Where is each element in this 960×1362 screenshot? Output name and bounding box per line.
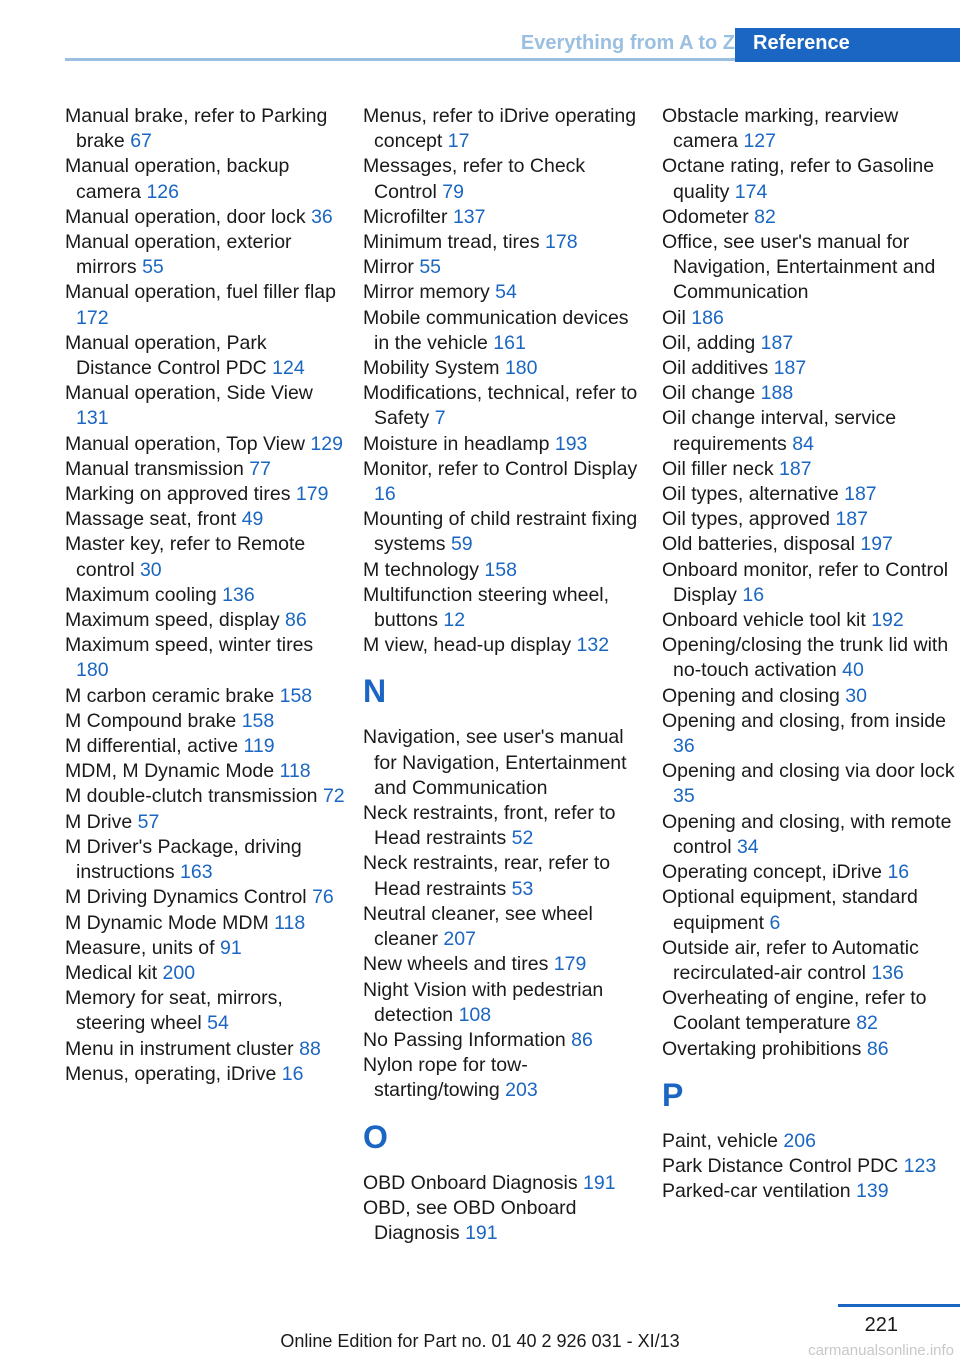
index-entry — [65, 633, 345, 683]
index-entry — [65, 381, 345, 431]
page-link[interactable]: 6 — [769, 911, 781, 934]
index-entry — [662, 306, 957, 331]
index-entry — [662, 154, 957, 204]
page-link[interactable]: 86 — [571, 1028, 593, 1051]
page-link[interactable]: 191 — [465, 1221, 498, 1244]
index-entry-text: Manual operation, Side View — [65, 382, 313, 405]
page-link[interactable]: 188 — [760, 382, 794, 405]
index-entry-text: Mobile communication devices in the vehicle — [363, 306, 629, 354]
index-entry-text: Oil — [662, 306, 686, 329]
page-link[interactable]: 30 — [139, 558, 162, 581]
index-entry — [363, 306, 648, 356]
page-link[interactable]: 163 — [180, 861, 213, 884]
index-entry-text: Old batteries, disposal — [662, 533, 855, 556]
page-link[interactable]: 137 — [452, 205, 486, 228]
index-entry — [65, 885, 345, 910]
index-entry — [662, 633, 957, 683]
page-link[interactable]: 180 — [504, 357, 538, 380]
index-entry-text: Menu in instrument cluster — [65, 1037, 294, 1060]
page-link[interactable]: 127 — [743, 130, 776, 153]
index-entry — [65, 280, 345, 330]
index-entry — [65, 1062, 345, 1087]
index-entry — [662, 684, 957, 709]
page-link[interactable]: 126 — [146, 180, 179, 203]
page-link[interactable]: 187 — [760, 331, 794, 354]
page-link[interactable]: 79 — [442, 180, 464, 203]
page-link[interactable]: 139 — [856, 1180, 889, 1203]
index-entry — [363, 851, 648, 901]
index-entry-text: Night Vision with pedestrian detection — [363, 978, 604, 1026]
index-entry-text: Paint, vehicle — [662, 1129, 778, 1152]
page-link[interactable]: 16 — [887, 861, 910, 884]
index-entry — [662, 205, 957, 230]
index-entry — [65, 205, 345, 230]
index-entry — [65, 810, 345, 835]
index-entry-text: Oil types, approved — [662, 508, 831, 531]
page-link[interactable]: 118 — [279, 760, 311, 783]
index-entry — [662, 1037, 957, 1062]
page-link[interactable]: 82 — [754, 205, 776, 228]
index-entry-text: Office, see user's manual for Navigation, Entertainment and Communication — [662, 231, 936, 304]
index-entry-text: Manual operation, exterior mirrors — [65, 231, 292, 279]
index-entry-text: Navigation, see user's manual for Navigation, Entertainment and Communication — [363, 726, 627, 799]
page-link[interactable]: 30 — [845, 684, 867, 707]
index-entry-text: Microfilter — [363, 205, 448, 228]
index-entry — [363, 633, 648, 658]
index-entry — [662, 936, 957, 986]
index-entry — [662, 331, 957, 356]
index-entry — [65, 331, 345, 381]
index-entry-text: Opening and closing, from inside — [662, 709, 946, 732]
index-entry-text: Messages, refer to Check Control — [363, 155, 586, 203]
index-entry — [65, 432, 345, 457]
page-link[interactable]: 186 — [691, 306, 724, 329]
page-link[interactable]: 52 — [511, 827, 534, 850]
index-entry-text: Moisture in headlamp — [363, 432, 550, 455]
index-entry — [662, 482, 957, 507]
page-link[interactable]: 180 — [76, 659, 109, 682]
index-entry — [662, 1154, 957, 1179]
page-link[interactable]: 131 — [76, 407, 109, 430]
index-entry — [662, 1129, 957, 1154]
page-link[interactable]: 187 — [835, 508, 868, 531]
index-entry — [363, 902, 648, 952]
index-entry — [65, 507, 345, 532]
index-entry — [65, 936, 345, 961]
page-link[interactable]: 129 — [310, 432, 343, 455]
page-link[interactable]: 36 — [311, 205, 333, 228]
index-column-1 — [65, 104, 345, 1087]
page-header — [0, 28, 960, 62]
index-entry — [65, 784, 345, 809]
index-entry-text: Overtaking prohibitions — [662, 1037, 862, 1060]
index-entry-text: Mirror memory — [363, 281, 490, 304]
page-link[interactable]: 178 — [545, 231, 578, 254]
page-link[interactable]: 124 — [272, 357, 305, 380]
index-entry — [65, 734, 345, 759]
index-entry — [662, 709, 957, 759]
page-link[interactable]: 207 — [443, 928, 476, 951]
page-link[interactable]: 136 — [222, 583, 255, 606]
page-link[interactable]: 136 — [871, 961, 904, 984]
page-link[interactable]: 119 — [243, 735, 275, 758]
index-entry — [65, 230, 345, 280]
index-entry-text: Overheating of engine, refer to Coolant temperature — [662, 987, 927, 1035]
index-entry — [662, 608, 957, 633]
index-entry — [662, 860, 957, 885]
index-entry-text: MDM, M Dynamic Mode — [65, 760, 275, 783]
index-entry-text: Opening and closing via door lock — [662, 760, 955, 783]
page-link[interactable]: 187 — [779, 457, 812, 480]
index-entry — [363, 154, 648, 204]
index-entry — [662, 457, 957, 482]
index-entry-text: Maximum cooling — [65, 583, 217, 606]
index-entry — [65, 104, 345, 154]
index-entry — [65, 709, 345, 734]
index-entry — [662, 810, 957, 860]
index-entry — [662, 532, 957, 557]
index-entry — [662, 986, 957, 1036]
section-title: Everything from A to Z — [520, 32, 735, 54]
index-entry-text: Opening and closing — [662, 684, 840, 707]
index-entry — [363, 457, 648, 507]
reference-tab: Reference — [735, 28, 960, 62]
index-entry-text: Master key, refer to Remote control — [65, 533, 306, 581]
index-letter-heading: P — [662, 1076, 684, 1113]
page-link[interactable]: 57 — [137, 810, 160, 833]
page-link[interactable]: 86 — [285, 609, 307, 632]
page-link[interactable]: 40 — [842, 659, 864, 682]
index-entry-text: Maximum speed, display — [65, 609, 280, 632]
index-entry-text: Oil, adding — [662, 331, 756, 354]
index-entry — [662, 381, 957, 406]
index-entry-text: M carbon ceramic brake — [65, 684, 275, 707]
index-letter-heading: N — [363, 673, 387, 710]
index-entry — [363, 356, 648, 381]
index-entry-text: Measure, units of — [65, 936, 215, 959]
index-entry-text: Parked-car ventilation — [662, 1180, 851, 1203]
index-entry — [662, 759, 957, 809]
page-link[interactable]: 55 — [142, 256, 164, 279]
index-entry-text: Park Distance Control PDC — [662, 1154, 899, 1177]
index-entry — [363, 725, 648, 801]
page-link[interactable]: 172 — [76, 306, 109, 329]
index-entry — [662, 230, 957, 306]
index-entry — [363, 978, 648, 1028]
page-link[interactable]: 76 — [312, 886, 334, 909]
index-entry — [662, 507, 957, 532]
index-entry-text: Oil additives — [662, 357, 769, 380]
index-entry — [65, 986, 345, 1036]
page-link[interactable]: 132 — [576, 634, 610, 657]
page-link[interactable]: 12 — [443, 609, 466, 632]
index-entry — [662, 104, 957, 154]
index-entry — [363, 255, 648, 280]
page-link[interactable]: 203 — [505, 1079, 538, 1102]
index-entry — [363, 432, 648, 457]
index-entry-text: Onboard monitor, refer to Control Display — [662, 558, 949, 606]
index-entry-text: Memory for seat, mirrors, steering wheel — [65, 987, 283, 1035]
index-entry — [363, 381, 648, 431]
index-entry — [65, 457, 345, 482]
index-entry — [65, 583, 345, 608]
index-entry-text: Onboard vehicle tool kit — [662, 609, 866, 632]
page-link[interactable]: 158 — [484, 558, 517, 581]
index-entry — [662, 356, 957, 381]
index-entry — [363, 230, 648, 255]
page-link[interactable]: 77 — [249, 457, 271, 480]
index-entry-text: Minimum tread, tires — [363, 231, 540, 254]
page-link[interactable]: 84 — [792, 432, 814, 455]
index-entry — [65, 961, 345, 986]
index-entry — [363, 1196, 648, 1246]
page-link[interactable]: 67 — [130, 130, 152, 153]
edition-note: Online Edition for Part no. 01 40 2 926 031 - XI/13 — [280, 1331, 680, 1351]
page-link[interactable]: 55 — [419, 256, 442, 279]
page-link[interactable]: 206 — [783, 1129, 816, 1152]
index-entry-text: Manual operation, Park Distance Control PDC — [65, 331, 267, 380]
index-entry-text: OBD Onboard Diagnosis — [363, 1171, 578, 1194]
index-entry-text: Neutral cleaner, see wheel cleaner — [363, 902, 593, 951]
index-entry-text: Obstacle marking, rearview camera — [662, 105, 899, 153]
index-entry — [363, 280, 648, 305]
page-number: 221 — [864, 1314, 898, 1336]
page-link[interactable]: 54 — [207, 1012, 229, 1035]
page-link[interactable]: 161 — [493, 331, 526, 354]
index-entry-text: Nylon rope for tow-starting/towing — [363, 1054, 528, 1102]
page-link[interactable]: 34 — [736, 835, 759, 858]
index-entry-text: M technology — [363, 558, 479, 581]
page-link[interactable]: 187 — [773, 357, 807, 380]
index-entry — [65, 835, 345, 885]
page-link[interactable]: 82 — [856, 1012, 878, 1035]
page-link[interactable]: 193 — [554, 432, 588, 455]
index-entry-text: Manual transmission — [65, 457, 244, 480]
page-link[interactable]: 17 — [447, 130, 470, 153]
page-link[interactable]: 158 — [241, 709, 275, 732]
page-link[interactable]: 36 — [673, 735, 695, 758]
index-entry-text: Modifications, technical, refer to Safety — [363, 382, 638, 430]
index-entry — [65, 532, 345, 582]
index-entry-text: Menus, operating, iDrive — [65, 1062, 277, 1085]
page-link[interactable]: 200 — [162, 961, 196, 984]
index-entry-text: M Drive — [65, 810, 133, 833]
index-entry-text: Mounting of child restraint fixing systems — [363, 508, 638, 556]
index-entry-text: Massage seat, front — [65, 508, 237, 531]
index-entry-text: Opening and closing, with remote control — [662, 810, 952, 858]
index-entry-text: Mirror — [363, 256, 414, 279]
index-letter-heading: O — [363, 1118, 388, 1155]
index-entry-text: Mobility System — [363, 357, 500, 380]
index-entry-text: Manual brake, refer to Parking brake — [65, 105, 328, 153]
index-entry — [65, 759, 345, 784]
index-entry — [363, 1171, 648, 1196]
index-entry-text: Oil types, alternative — [662, 483, 839, 506]
index-entry-text: M double-clutch transmission — [65, 785, 318, 808]
page-link[interactable]: 35 — [673, 785, 695, 808]
page-link[interactable]: 16 — [742, 583, 765, 606]
index-entry-text: Marking on approved tires — [65, 483, 291, 506]
header-rule — [65, 58, 735, 61]
index-entry-text: Manual operation, fuel filler flap — [65, 281, 336, 304]
index-entry — [65, 1037, 345, 1062]
page-link[interactable]: 72 — [322, 785, 345, 808]
index-entry — [363, 104, 648, 154]
page-link[interactable]: 191 — [583, 1171, 616, 1194]
index-entry-text: M Dynamic Mode MDM — [65, 911, 269, 934]
page-link[interactable]: 91 — [220, 936, 242, 959]
index-entry — [662, 1179, 957, 1204]
index-entry — [65, 482, 345, 507]
index-entry-text: Multifunction steering wheel, buttons — [363, 583, 610, 632]
page-link[interactable]: 88 — [299, 1037, 321, 1060]
index-entry-text: Opening/closing the trunk lid with no-touch activation — [662, 634, 949, 682]
index-entry — [65, 684, 345, 709]
page-link[interactable]: 86 — [866, 1037, 889, 1060]
index-entry — [363, 1028, 648, 1053]
index-entry — [363, 558, 648, 583]
page-link[interactable]: 59 — [450, 533, 473, 556]
index-entry-text: Medical kit — [65, 961, 158, 984]
index-entry — [363, 205, 648, 230]
page-link[interactable]: 16 — [374, 483, 396, 506]
index-entry — [662, 558, 957, 608]
footer-rule — [838, 1304, 960, 1307]
page-link[interactable]: 174 — [734, 180, 768, 203]
index-entry — [363, 583, 648, 633]
page-link[interactable]: 53 — [511, 877, 534, 900]
index-entry-text: Manual operation, backup camera — [65, 155, 290, 203]
page-link[interactable]: 7 — [434, 407, 446, 430]
index-entry-text: M view, head-up display — [363, 634, 572, 657]
index-entry-text: Neck restraints, rear, refer to Head restraints — [363, 852, 611, 900]
page-link[interactable]: 54 — [495, 281, 517, 304]
page-link[interactable]: 108 — [458, 1003, 492, 1026]
page-link[interactable]: 49 — [241, 508, 264, 531]
index-entry-text: Octane rating, refer to Gasoline quality — [662, 155, 935, 203]
page-link[interactable]: 179 — [295, 483, 329, 506]
index-entry-text: Oil change — [662, 382, 756, 405]
index-entry-text: Optional equipment, standard equipment — [662, 886, 918, 934]
watermark: carmanualsonline.info — [808, 1342, 954, 1359]
index-entry-text: OBD, see OBD Onboard Diagnosis — [363, 1196, 577, 1244]
index-entry — [662, 406, 957, 456]
index-entry-text: Oil change interval, service requirements — [662, 407, 897, 455]
page-link[interactable]: 179 — [553, 953, 587, 976]
index-entry-text: New wheels and tires — [363, 953, 549, 976]
page-link[interactable]: 118 — [274, 911, 306, 934]
index-entry-text: Neck restraints, front, refer to Head restraints — [363, 802, 616, 850]
index-entry — [65, 608, 345, 633]
index-entry-text: Oil filler neck — [662, 457, 774, 480]
index-entry-text: Manual operation, door lock — [65, 205, 306, 228]
page-link[interactable]: 197 — [860, 533, 893, 556]
page-link[interactable]: 192 — [871, 609, 904, 632]
index-entry — [65, 911, 345, 936]
index-column-2 — [363, 104, 648, 1246]
index-column-3 — [662, 104, 957, 1204]
index-entry-text: M Driver's Package, driving instructions — [65, 835, 302, 884]
index-entry-text: No Passing Information — [363, 1028, 566, 1051]
index-entry-text: Outside air, refer to Automatic recirculated-air control — [662, 936, 919, 984]
index-entry-text: Maximum speed, winter tires — [65, 634, 314, 657]
page-link[interactable]: 158 — [279, 684, 313, 707]
index-entry-text: M differential, active — [65, 735, 239, 758]
index-entry-text: Operating concept, iDrive — [662, 861, 883, 884]
index-entry — [363, 1053, 648, 1103]
page-link[interactable]: 187 — [844, 483, 877, 506]
index-entry-text: Menus, refer to iDrive operating concept — [363, 105, 637, 153]
index-entry-text: Monitor, refer to Control Display — [363, 457, 638, 480]
index-entry — [662, 885, 957, 935]
index-entry — [65, 154, 345, 204]
index-entry-text: M Driving Dynamics Control — [65, 886, 307, 909]
index-entry-text: Manual operation, Top View — [65, 432, 305, 455]
index-entry-text: M Compound brake — [65, 709, 237, 732]
index-entry — [363, 952, 648, 977]
page-link[interactable]: 123 — [903, 1154, 937, 1177]
page-link[interactable]: 16 — [281, 1062, 304, 1085]
index-entry — [363, 801, 648, 851]
index-entry — [363, 507, 648, 557]
index-entry-text: Odometer — [662, 205, 749, 228]
